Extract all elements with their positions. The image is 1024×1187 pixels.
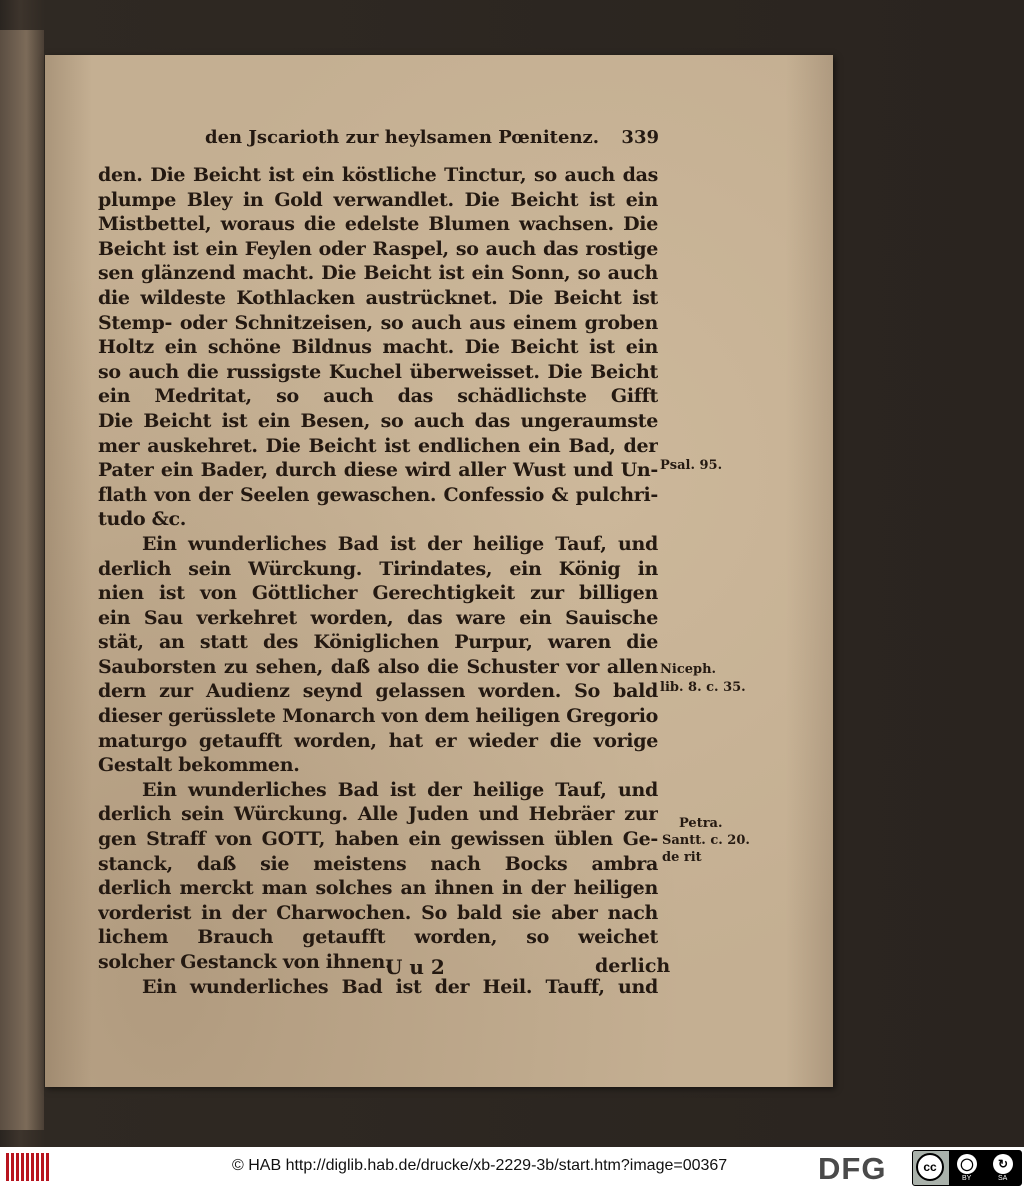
text-line: Sauborsten zu sehen, daß also die Schuster vor allen: [98, 655, 658, 678]
text-line: gen Straff von GOTT, haben ein gewissen üblen Ge-: [98, 828, 658, 851]
viewer-footer: [0, 1147, 1024, 1187]
text-line: stanck, daß sie meistens nach Bocks ambra: [98, 852, 658, 875]
book-page: [45, 55, 833, 1087]
previous-page-edge: [0, 30, 44, 1130]
share-alike-icon: ↻: [993, 1154, 1013, 1174]
margin-note: lib. 8. c. 35.: [660, 680, 746, 695]
text-line: Die Beicht ist ein Besen, so auch das ungeraumste: [98, 409, 658, 432]
attribution-icon: ◯: [957, 1154, 977, 1174]
creative-commons-license-icon[interactable]: [912, 1150, 1022, 1186]
text-line: derlich sein Würckung. Tirindates, ein König in: [98, 557, 658, 580]
text-line: ein Medritat, so auch das schädlichste Gifft: [98, 385, 658, 408]
text-line: lichem Brauch getaufft worden, so weichet: [98, 926, 658, 949]
catchword: derlich: [595, 955, 671, 977]
margin-note: Santt. c. 20.: [662, 833, 750, 848]
text-line: derlich merckt man solches an ihnen in der heiligen: [98, 877, 658, 900]
text-line: Mistbettel, woraus die edelste Blumen wachsen. Die: [98, 213, 658, 236]
page-number: 339: [621, 127, 659, 148]
text-line: den. Die Beicht ist ein köstliche Tinctur, so auch das: [98, 164, 658, 186]
cc-by-label: BY: [962, 1175, 972, 1182]
text-line: sen glänzend macht. Die Beicht ist ein Sonn, so auch: [98, 262, 658, 285]
paragraph-start-line: Ein wunderliches Bad ist der heilige Tauf, und: [142, 532, 658, 555]
text-line: stät, an statt des Königlichen Purpur, waren die: [98, 631, 658, 654]
text-line: derlich sein Würckung. Alle Juden und Hebräer zur: [98, 803, 658, 826]
text-line: dern zur Audienz seynd gelassen worden. So bald: [98, 680, 658, 703]
cc-logo: cc: [916, 1153, 944, 1181]
text-line: maturgo getaufft worden, hat er wieder die vorige: [98, 729, 658, 752]
text-line: Beicht ist ein Feylen oder Raspel, so auch das rostige: [98, 237, 658, 260]
text-line: Holtz ein schöne Bildnus macht. Die Beicht ist ein: [98, 336, 658, 359]
margin-note: de rit: [662, 850, 702, 865]
paragraph-start-line: Ein wunderliches Bad ist der Heil. Tauff, und: [142, 975, 658, 998]
cc-sa-label: SA: [998, 1175, 1008, 1182]
text-line: solcher Gestanck von ihnen.: [98, 951, 392, 973]
text-line: so auch die russigste Kuchel überweisset. Die Beicht: [98, 360, 658, 383]
cc-conditions: [949, 1151, 1021, 1185]
text-line: Gestalt bekommen.: [98, 754, 300, 777]
text-line: die wildeste Kothlacken austrücknet. Die Beicht ist: [98, 286, 658, 309]
text-line: tudo &c.: [98, 508, 187, 531]
margin-note: Niceph.: [660, 662, 717, 677]
text-line: plumpe Bley in Gold verwandlet. Die Beicht ist ein: [98, 188, 658, 211]
text-line: mer auskehret. Die Beicht ist endlichen ein Bad, der: [98, 434, 658, 457]
text-line: flath von der Seelen gewaschen. Confessio & pulchri-: [98, 483, 658, 506]
margin-note: Psal. 95.: [660, 458, 723, 473]
running-head-title: den Jscarioth zur heylsamen Pœnitenz.: [205, 127, 600, 148]
paragraph-start-line: Ein wunderliches Bad ist der heilige Tauf, und: [142, 778, 658, 801]
text-line: Pater ein Bader, durch diese wird aller Wust und Un-: [98, 459, 658, 482]
text-line: nien ist von Göttlicher Gerechtigkeit zur billigen: [98, 582, 658, 605]
text-line: vorderist in der Charwochen. So bald sie aber nach: [98, 901, 658, 924]
body-text: [98, 163, 658, 999]
text-line: ein Sau verkehret worden, das ware ein Sauische: [98, 606, 658, 629]
copyright-link[interactable]: © HAB http://diglib.hab.de/drucke/xb-2229-3b/start.htm?image=00367: [232, 1157, 728, 1174]
signature-mark: U u 2: [385, 955, 445, 979]
barcode-icon: [6, 1153, 52, 1181]
text-line: Stemp- oder Schnitzeisen, so auch aus einem groben: [98, 311, 658, 334]
margin-note: Petra.: [679, 816, 723, 831]
text-line: dieser gerüsslete Monarch von dem heiligen Gregorio: [98, 705, 658, 728]
dfg-logo: DFG: [818, 1151, 887, 1186]
running-head: [205, 127, 659, 153]
